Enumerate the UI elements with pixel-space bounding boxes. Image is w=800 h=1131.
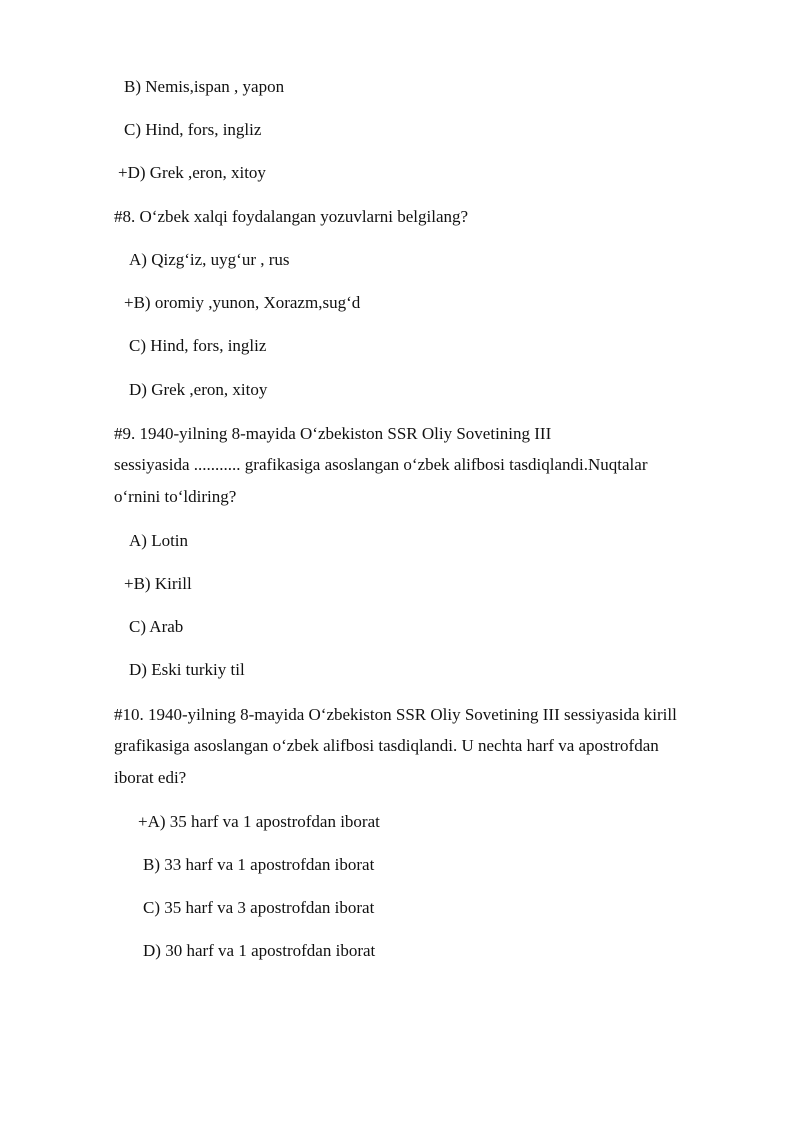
prev-option-b: B) Nemis,ispan , yapon xyxy=(124,77,285,96)
question-10-line-2: grafikasiga asoslangan o‘zbek alifbosi tasdiqlandi. U nechta harf va apostrofdan xyxy=(114,736,659,755)
q9-option-b: +B) Kirill xyxy=(124,574,192,593)
q8-option-c: C) Hind, fors, ingliz xyxy=(129,336,267,355)
q8-option-a: A) Qizg‘iz, uyg‘ur , rus xyxy=(129,250,290,269)
q10-option-b: B) 33 harf va 1 apostrofdan iborat xyxy=(143,855,375,874)
q9-option-c: C) Arab xyxy=(129,617,184,636)
question-8-text: #8. O‘zbek xalqi foydalangan yozuvlarni belgilang? xyxy=(114,207,469,226)
question-10-line-3: iborat edi? xyxy=(114,768,187,787)
question-10-line-1: #10. 1940-yilning 8-mayida O‘zbekiston SSR Oliy Sovetining III sessiyasida kirill xyxy=(114,705,677,724)
question-9-line-2: sessiyasida ........... grafikasiga asoslangan o‘zbek alifbosi tasdiqlandi.Nuqtalar xyxy=(114,455,648,474)
q8-option-d: D) Grek ,eron, xitoy xyxy=(129,380,268,399)
prev-option-d: +D) Grek ,eron, xitoy xyxy=(118,163,266,182)
q8-option-b: +B) oromiy ,yunon, Xorazm,sug‘d xyxy=(124,293,361,312)
q10-option-a: +A) 35 harf va 1 apostrofdan iborat xyxy=(138,812,380,831)
q10-option-c: C) 35 harf va 3 apostrofdan iborat xyxy=(143,898,375,917)
prev-option-c: C) Hind, fors, ingliz xyxy=(124,120,262,139)
question-9-line-1: #9. 1940-yilning 8-mayida O‘zbekiston SSR Oliy Sovetining III xyxy=(114,424,552,443)
q10-option-d: D) 30 harf va 1 apostrofdan iborat xyxy=(143,941,376,960)
q9-option-a: A) Lotin xyxy=(129,531,189,550)
q9-option-d: D) Eski turkiy til xyxy=(129,660,245,679)
question-9-line-3: o‘rnini to‘ldiring? xyxy=(114,487,237,506)
